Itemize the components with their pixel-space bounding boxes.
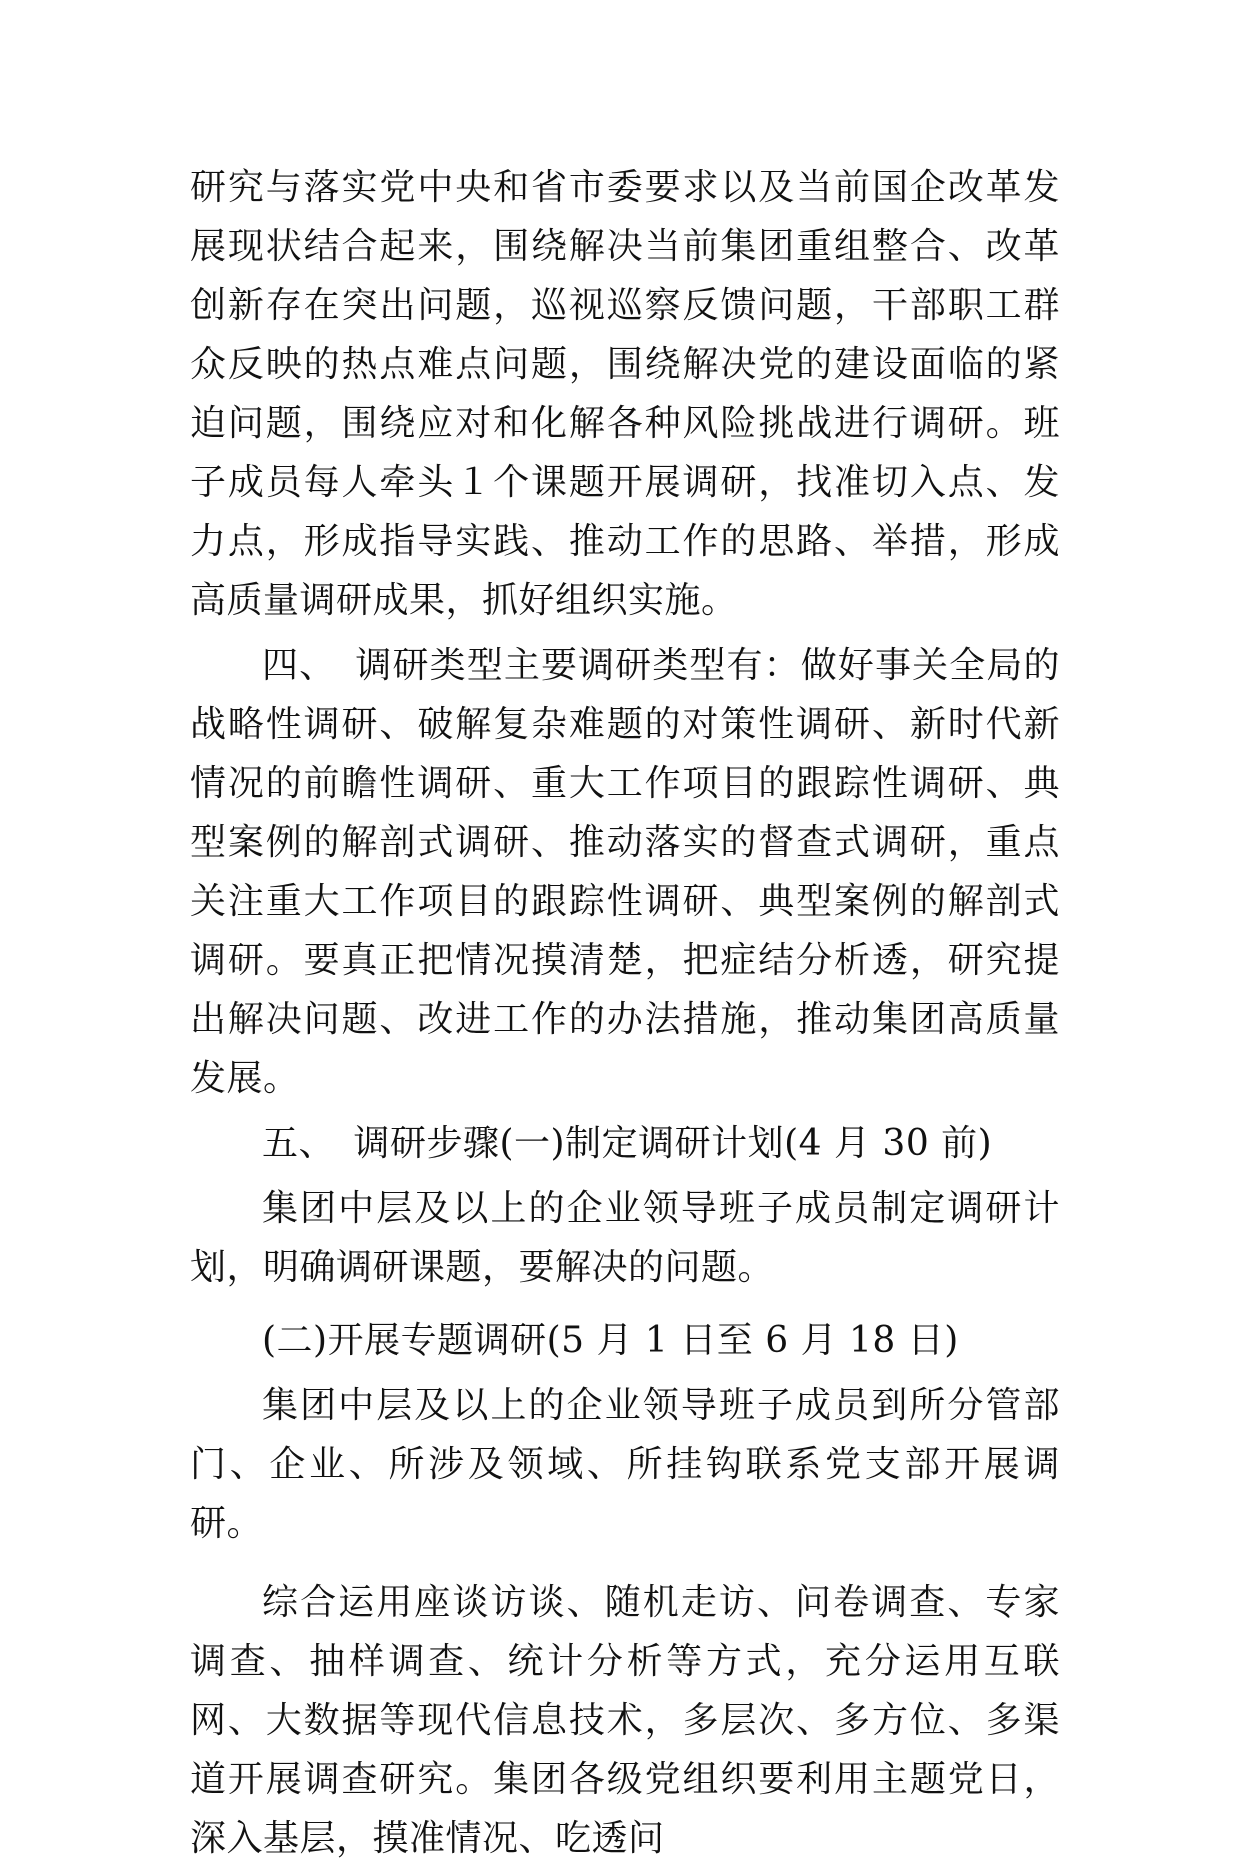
paragraph-special-research-heading: (二)开展专题调研(5 月 1 日至 6 月 18 日) [262,1320,959,1361]
paragraph-research-plan: 集团中层及以上的企业领导班子成员制定调研计划，明确调研课题，要解决的问题。 [190,1188,1060,1288]
paragraph-research-methods: 综合运用座谈访谈、随机走访、问卷调查、专家调查、抽样调查、统计分析等方式，充分运用互联网、大数据等现代信息技术，多层次、多方位、多渠道开展调查研究。集团各级党组织要利用主题党日，深入基层，摸准情况、吃透问 [190,1582,1060,1859]
paragraph-special-research-scope: 集团中层及以上的企业领导班子成员到所分管部门、企业、所涉及领域、所挂钩联系党支部开展调研。 [190,1385,1060,1544]
paragraph-research-types: 四、 调研类型主要调研类型有：做好事关全局的战略性调研、破解复杂难题的对策性调研、新时代新情况的前瞻性调研、重大工作项目的跟踪性调研、典型案例的解剖式调研、推动落实的督查式调研，重点关注重大工作项目的跟踪性调研、典型案例的解剖式调研。要真正把情况摸清楚，把症结分析透，研究提出解决问题、改进工作的办法措施，推动集团高质量发展。 [190,645,1060,1099]
paragraph-research-steps-heading: 五、 调研步骤(一)制定调研计划(4 月 30 前) [262,1123,993,1164]
paragraph-research-focus: 研究与落实党中央和省市委要求以及当前国企改革发展现状结合起来，围绕解决当前集团重组整合、改革创新存在突出问题，巡视巡察反馈问题，干部职工群众反映的热点难点问题，围绕解决党的建设面临的紧迫问题，围绕应对和化解各种风险挑战进行调研。班子成员每人牵头１个课题开展调研，找准切入点、发力点，形成指导实践、推动工作的思路、举措，形成高质量调研成果，抓好组织实施。 [190,167,1060,621]
document-body [190,158,1060,1868]
